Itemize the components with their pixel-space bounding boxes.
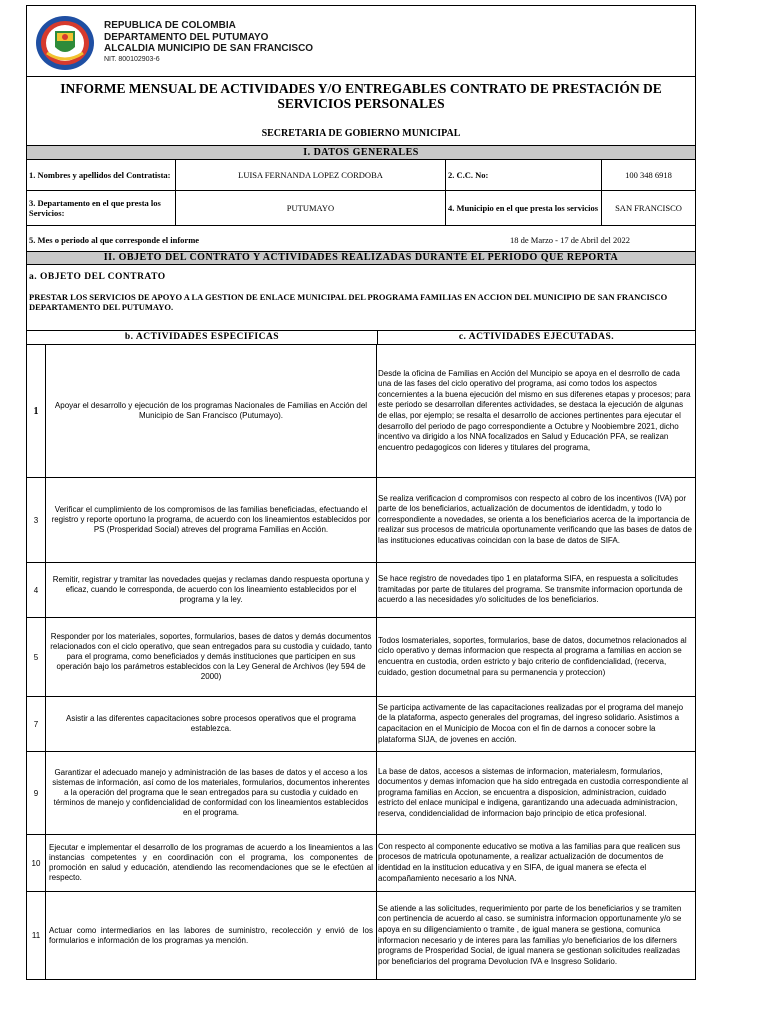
report-sheet [26, 5, 696, 980]
municipio-label: 4. Municipio en el que presta los servicios [445, 191, 601, 225]
row-departamento-municipio [27, 191, 695, 226]
activity-executed: Todos losmateriales, soportes, formularios, base de datos, documetnos relacionados al ciclo operativo y demas informacion que respecta al programa a familias en accion se encuentra en custodia, orden estricto y bajo criterio de confidencialidad, (recerva, cuidado, gestion documetnal para su permanencia y proteccion) [378, 635, 687, 677]
activity-executed: Con respecto al componente educativo se motiva a las familias para que realicen sus procesos de matricula opotunamente, a realizar actualización de documentos de identidad en la institucion educativa y en SIFA, de igual manera se efecta el acompañamiento necesario a los NNA. [378, 841, 681, 883]
municipio-value: SAN FRANCISCO [601, 191, 695, 225]
activity-executed: Desde la oficina de Familias en Acción del Muncipio se apoya en el desrrollo de cada una de las fases del ciclo operativo del programa, asi como todos los aspectos concernientes a la buena ejecución del mismo en sus diferenes etapas y procesos; para este periodo se desarrollan diferentes actividades, se destaca la ejecución de algunas de ellas, por ejemplo; se resalta el desarrollo de acciones pertinentes para ejecutar el desarrollo del periodo de pago correspondiente a Octubre y Noobiembre 2021, dicho incentivo va dirigido a los NNA focalizados en Salud y Educación PFA, se realizan encuentro pedagogicos con lideres y titulares del programa, [378, 368, 691, 452]
nombre-label: 1. Nombres y apellidos del Contratista: [29, 170, 171, 180]
periodo-value: 18 de Marzo - 17 de Abril del 2022 [510, 235, 630, 245]
letterhead [27, 6, 695, 77]
activity-specific: Apoyar el desarrollo y ejecución de los programas Nacionales de Familias en Acción del Municipio de San Francisco (Putumayo). [46, 345, 377, 477]
activity-number: 9 [27, 752, 46, 834]
objeto-text: PRESTAR LOS SERVICIOS DE APOYO A LA GESTION DE ENLACE MUNICIPAL DEL PROGRAMA FAMILIAS EN ACCION DEL MUNICIPIO DE SAN FRANCISCO DEPARTAMENTO DEL PUTUMAYO. [29, 292, 668, 312]
datos-generales-heading: I. DATOS GENERALES [27, 145, 695, 160]
activity-row [27, 752, 695, 835]
activity-number: 5 [27, 618, 46, 696]
nombre-value: LUISA FERNANDA LOPEZ CORDOBA [175, 160, 445, 190]
objeto-label: a. OBJETO DEL CONTRATO [29, 272, 166, 282]
activity-number: 7 [27, 697, 46, 751]
activity-number: 10 [27, 835, 46, 891]
activity-row [27, 892, 695, 979]
secretaria-name: SECRETARIA DE GOBIERNO MUNICIPAL [261, 128, 461, 139]
activity-executed: Se hace registro de novedades tipo 1 en plataforma SIFA, en respuesta a solicitudes tramitadas por parte de titulares del programa. Se transmite informacion oportunda de acuerdo a las necesidades y/o solicitudes de los beneficiarios. [378, 574, 683, 605]
activity-number: 4 [27, 563, 46, 617]
activity-number: 1 [27, 345, 46, 477]
cc-label: 2. C.C. No: [445, 160, 601, 190]
activity-row [27, 345, 695, 478]
activity-specific: Ejecutar e implementar el desarrollo de los programas de acuerdo a los lineamientos a las instancias competentes y en coordinación con el programa, los componentes de promoción en salud y educación, atendiendo las recomendaciones que se le efectúen al respecto. [46, 835, 377, 891]
nit-number: NIT. 800102903-6 [104, 55, 160, 63]
activity-specific: Asistir a las diferentes capacitaciones sobre procesos operativos que el programa establezca. [46, 697, 377, 751]
col-head-especificas: b. ACTIVIDADES ESPECIFICAS [27, 330, 378, 345]
document-title: INFORME MENSUAL DE ACTIVIDADES Y/O ENTREGABLES CONTRATO DE PRESTACIÓN DE SERVICIOS PERSONALES [60, 81, 662, 111]
activity-executed: Se realiza verificacion d compromisos con respecto al cobro de los incentivos (IVA) por parte de los beneficiarios, actualización de documentos de identidadm, y todo lo correspondiente a novedades, se orienta a los beneficiarios acerca de la importancia de realizar sus procesos de matricula oportunamente verificando que las bases de datos de las instituciones educativas coincidan con la base de datos de SIFA. [378, 493, 692, 545]
institution-line-3: ALCALDIA MUNICIPIO DE SAN FRANCISCO [104, 43, 314, 54]
activity-number: 11 [27, 892, 46, 979]
departamento-value: PUTUMAYO [175, 191, 445, 225]
institution-line-1: REPUBLICA DE COLOMBIA [104, 20, 236, 31]
institution-line-2: DEPARTAMENTO DEL PUTUMAYO [104, 31, 269, 43]
activity-executed: Se participa activamente de las capacitaciones realizadas por el programa del manejo de la plataforma, aspecto generales del programas, del ingreso solidario. Asistimos a capacitacion en el Municipio de Mocoa con el fin de darnos a conocer sobre la plataforma SIJA, de jovenes en acción. [378, 702, 684, 744]
row-periodo [27, 226, 695, 254]
activity-specific: Actuar como intermediarios en las labores de suministro, recolección y envió de los formularios e información de los programas ya mención. [46, 892, 377, 979]
activity-executed: La base de datos, accesos a sistemas de informacion, materialesm, formularios, documentos y demas infomacion que ha sido entregada en custodia correspondiente al programa familias en Accion, se encuentra a disposicion, administracion, cuidado estricto del enlace municipal e indigena, garantizando una adecuada administracion, reserva, condidencialidad de informacion bajo principio de etica profesional. [378, 766, 688, 818]
activity-specific: Remitir, registrar y tramitar las novedades quejas y reclamas dando respuesta oportuna y eficaz, cuando le corresponda, de acuerdo con los lineamiento establecidos por el programa y la ley. [46, 563, 377, 617]
activity-row [27, 618, 695, 697]
activity-executed: Se atiende a las solicitudes, requerimiento por parte de los beneficiarios y se tramiten con pertinencia de acuerdo al caso. se suministra informacion opportunamente y/o se apoya en su diligenciamiento o tramite , de igual manera se gestiona, comunica informacion necesario y de interes para las familias y/o beneficiarios de los diferners programs de Prosperidad Social, de igual manera se gestionan solicitudes realizadas por beneficiarios del programa Devolucion IVA e Insgreso Solidario. [378, 903, 682, 966]
activity-row [27, 563, 695, 618]
activity-row [27, 478, 695, 563]
activity-row [27, 697, 695, 752]
col-head-ejecutadas: c. ACTIVIDADES EJECUTADAS. [378, 330, 695, 345]
row-nombre-cc [27, 160, 695, 191]
objeto-section-heading: II. OBJETO DEL CONTRATO Y ACTIVIDADES REALIZADAS DURANTE EL PERIODO QUE REPORTA [27, 251, 695, 265]
activity-row [27, 835, 695, 892]
departamento-label: 3. Departamento en el que presta los Servicios: [29, 198, 161, 218]
institution-block [104, 20, 313, 65]
periodo-label: 5. Mes o periodo al que corresponde el informe [29, 235, 200, 245]
activity-number: 3 [27, 478, 46, 562]
cc-value: 100 348 6918 [601, 160, 695, 190]
activity-specific: Verificar el cumplimiento de los compromisos de las familias beneficiadas, efectuando el registro y reporte oportuno la programa, de acuerdo con los lineamientos establecidos por PS (Prosperidad Social) atreves del programa Familias en Acción. [46, 478, 377, 562]
activity-specific: Garantizar el adecuado manejo y administración de las bases de datos y el acceso a los sistemas de información, así como de los materiales, formularios, documentos inherentes a la operación del programa que le sean entregados para su custodia y cuidado en términos de manejo y confidencialidad de conformidad con los lineamientos establecidos en el programa. [46, 752, 377, 834]
activity-specific: Responder por los materiales, soportes, formularios, bases de datos y demás documentos relacionados con el ciclo operativo, que sean entregados para su custodia y cuidado, tanto para el programa, como beneficiados y demás instituciones que participen en sus operación bajo los parámetros establecidos con la Ley General de Archivos (ley 594 de 2000) [46, 618, 377, 696]
coat-of-arms-icon [35, 15, 95, 71]
